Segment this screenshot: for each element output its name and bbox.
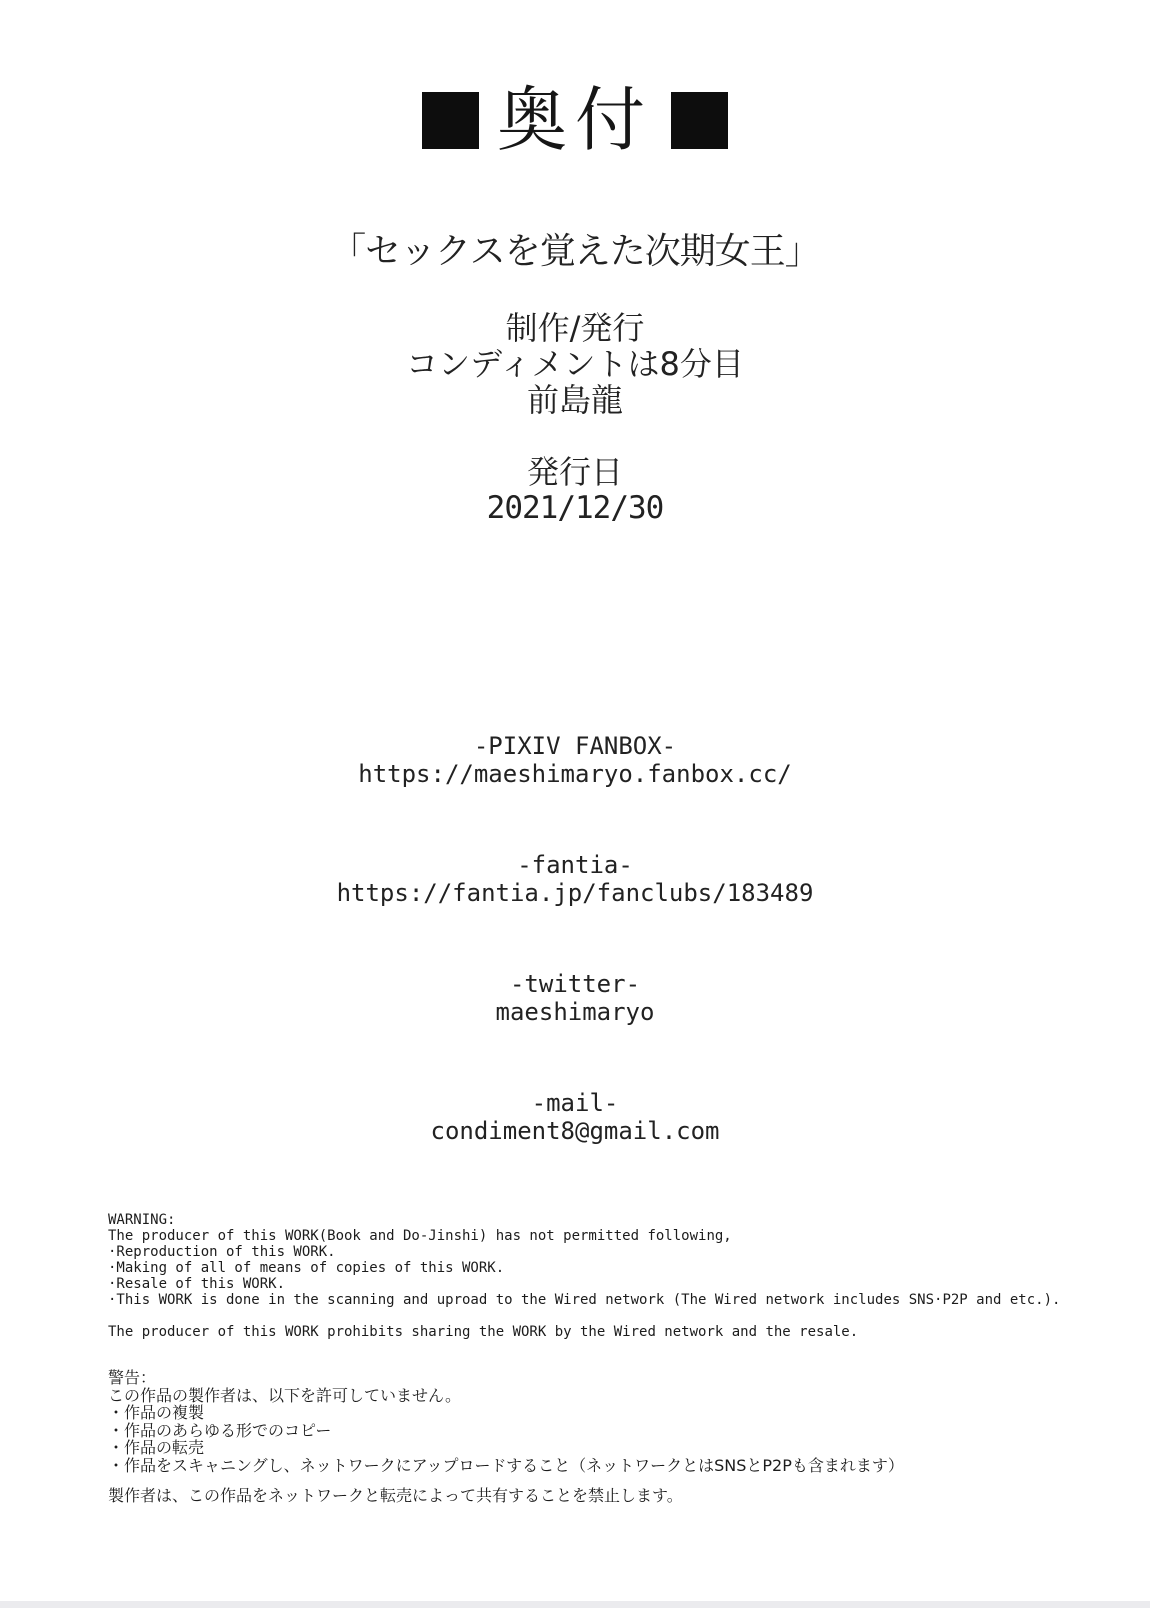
scan-edge-artifact <box>0 1601 1150 1608</box>
warning-ja-line: ・作品をスキャニングし、ネットワークにアップロードすること（ネットワークとはSNSとP2Pも含まれます） <box>108 1455 904 1475</box>
black-square-icon <box>422 92 479 149</box>
black-square-icon <box>671 92 728 149</box>
warning-ja-line: 警告： <box>108 1368 157 1387</box>
author-name: 前島龍 <box>526 381 623 419</box>
warning-ja-footer: 製作者は、この作品をネットワークと転売によって共有することを禁止します。 <box>108 1486 683 1505</box>
fanbox-url: https://maeshimaryo.fanbox.cc/ <box>358 760 792 788</box>
warning-ja-line: この作品の製作者は、以下を許可していません。 <box>108 1385 461 1405</box>
mail-address: condiment8@gmail.com <box>430 1117 720 1145</box>
mail-label: -mail- <box>531 1089 619 1117</box>
fantia-url: https://fantia.jp/fanclubs/183489 <box>336 879 814 907</box>
book-title: 「セックスを覚えた次期女王」 <box>330 231 820 272</box>
warning-en-line: ·Resale of this WORK. <box>108 1276 286 1292</box>
links-section <box>0 732 1150 1145</box>
warning-en-footer: The producer of this WORK prohibits sharing the WORK by the Wired network and the resale. <box>108 1324 859 1340</box>
fantia-label: -fantia- <box>517 851 633 879</box>
warning-en-line: ·Making of all of means of copies of this WORK. <box>108 1260 505 1276</box>
publication-date: 2021/12/30 <box>486 490 664 526</box>
warning-japanese <box>108 1369 1150 1505</box>
link-group-fantia <box>0 851 1150 907</box>
fanbox-label: -PIXIV FANBOX- <box>473 732 677 760</box>
warning-english <box>108 1212 1150 1340</box>
page-title-text: 奥付 <box>497 79 653 161</box>
publication-heading: 発行日 <box>526 453 623 491</box>
twitter-label: -twitter- <box>509 970 641 998</box>
link-group-twitter <box>0 970 1150 1026</box>
link-group-mail <box>0 1089 1150 1145</box>
warning-ja-line: ・作品の転売 <box>108 1438 205 1457</box>
warning-en-line: ·This WORK is done in the scanning and uproad to the Wired network (The Wired network includes SNS·P2P and etc.). <box>108 1292 1061 1308</box>
production-heading: 制作/発行 <box>505 309 645 347</box>
warning-ja-line: ・作品のあらゆる形でのコピー <box>108 1420 332 1440</box>
warning-en-line: The producer of this WORK(Book and Do-Jinshi) has not permitted following, <box>108 1228 732 1244</box>
warning-en-line: ·Reproduction of this WORK. <box>108 1244 336 1260</box>
production-block <box>0 310 1150 418</box>
circle-name: コンディメントは8分目 <box>406 345 744 383</box>
twitter-handle: maeshimaryo <box>495 998 655 1026</box>
warning-en-line: WARNING: <box>108 1212 176 1228</box>
publication-block <box>0 454 1150 526</box>
page-title <box>0 79 1150 161</box>
link-group-fanbox <box>0 732 1150 788</box>
warning-ja-line: ・作品の複製 <box>108 1403 205 1422</box>
